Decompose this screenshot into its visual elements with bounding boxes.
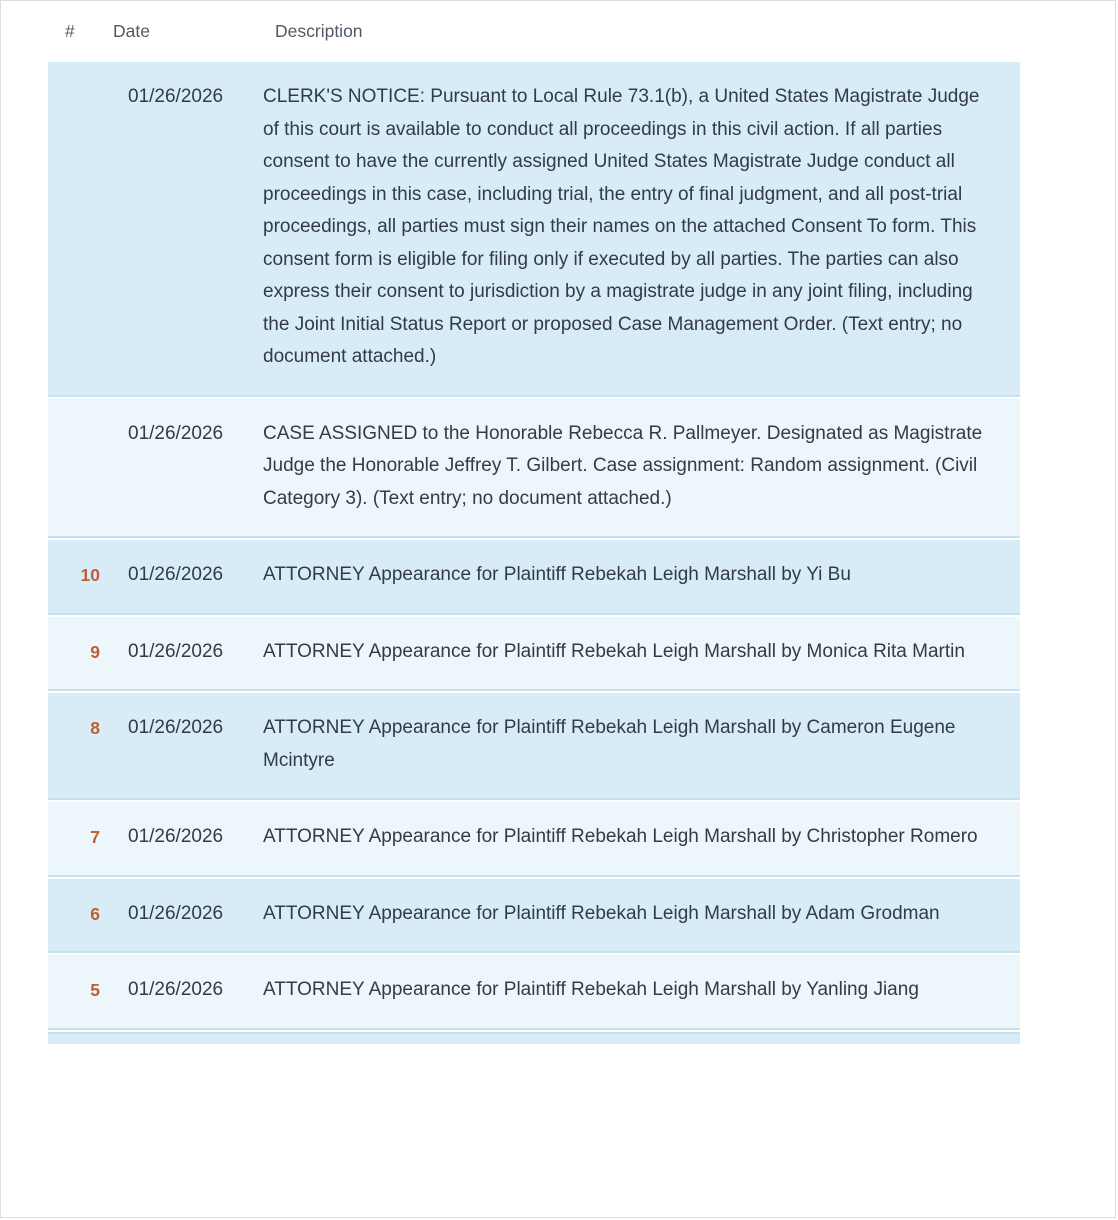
- table-row: [48, 540, 1020, 615]
- docket-number: [48, 712, 110, 777]
- docket-description: ATTORNEY Appearance for Plaintiff Rebekah Leigh Marshall by Cameron Eugene Mcintyre: [263, 717, 956, 771]
- docket-date: 01/26/2026: [128, 86, 224, 107]
- table-row: [48, 955, 1020, 1030]
- column-header-number: #: [65, 21, 75, 41]
- docket-date: 01/26/2026: [128, 422, 224, 444]
- docket-table-header: [48, 1, 1020, 62]
- table-row: [48, 62, 1020, 397]
- docket-number: [48, 559, 110, 592]
- docket-number: [48, 636, 110, 669]
- table-row: [48, 879, 1020, 954]
- docket-number-link[interactable]: 8: [90, 718, 100, 738]
- docket-date: 01/26/2026: [128, 640, 224, 662]
- docket-date: 01/26/2026: [128, 902, 224, 924]
- docket-number-link[interactable]: 7: [90, 827, 100, 847]
- docket-description: CLERK'S NOTICE: Pursuant to Local Rule 73.1(b), a United States Magistrate Judge of this court is available to conduct all proceedings in this civil action. If all parties consent to have the currently assigned United States Magistrate Judge conduct all proceedings in this case, including trial, the entry of final judgment, and all post-trial proceedings, all parties must sign their names on the attached Consent To form. This consent form is eligible for filing only if executed by all parties. The parties can also express their consent to jurisdiction by a magistrate judge in any joint filing, including the Joint Initial Status Report or proposed Case Management Order. (Text entry; no document attached.): [263, 86, 980, 367]
- docket-description: ATTORNEY Appearance for Plaintiff Rebekah Leigh Marshall by Monica Rita Martin: [263, 640, 965, 662]
- column-header-description: Description: [275, 21, 363, 41]
- docket-number-link[interactable]: 6: [90, 903, 100, 924]
- table-row: [48, 399, 1020, 539]
- docket-date: 01/26/2026: [128, 564, 224, 585]
- table-row: [48, 802, 1020, 877]
- docket-number-link[interactable]: 9: [90, 641, 100, 662]
- docket-date: 01/26/2026: [128, 826, 224, 847]
- docket-number: [48, 418, 110, 516]
- docket-number: [48, 974, 110, 1007]
- docket-rows: [48, 62, 1020, 1044]
- docket-description: ATTORNEY Appearance for Plaintiff Rebekah Leigh Marshall by Yi Bu: [263, 564, 851, 585]
- docket-number-link[interactable]: 5: [90, 980, 100, 1000]
- table-row: [48, 693, 1020, 800]
- docket-number: [48, 81, 110, 374]
- docket-description: ATTORNEY Appearance for Plaintiff Rebekah Leigh Marshall by Christopher Romero: [263, 826, 978, 847]
- docket-description: CASE ASSIGNED to the Honorable Rebecca R. Pallmeyer. Designated as Magistrate Judge the Honorable Jeffrey T. Gilbert. Case assignment: Random assignment. (Civil Category 3). (Text entry; no document attached.): [263, 422, 983, 509]
- docket-table: [48, 1, 1020, 1044]
- table-row-partial: [48, 1032, 1020, 1044]
- docket-date: 01/26/2026: [128, 979, 224, 1000]
- docket-description: ATTORNEY Appearance for Plaintiff Rebekah Leigh Marshall by Adam Grodman: [263, 902, 940, 924]
- docket-number: [48, 898, 110, 931]
- table-row: [48, 617, 1020, 692]
- docket-date: 01/26/2026: [128, 717, 224, 738]
- docket-number-link[interactable]: 10: [80, 565, 100, 585]
- docket-number: [48, 821, 110, 854]
- docket-description: ATTORNEY Appearance for Plaintiff Rebekah Leigh Marshall by Yanling Jiang: [263, 979, 919, 1000]
- column-header-date: Date: [113, 21, 150, 41]
